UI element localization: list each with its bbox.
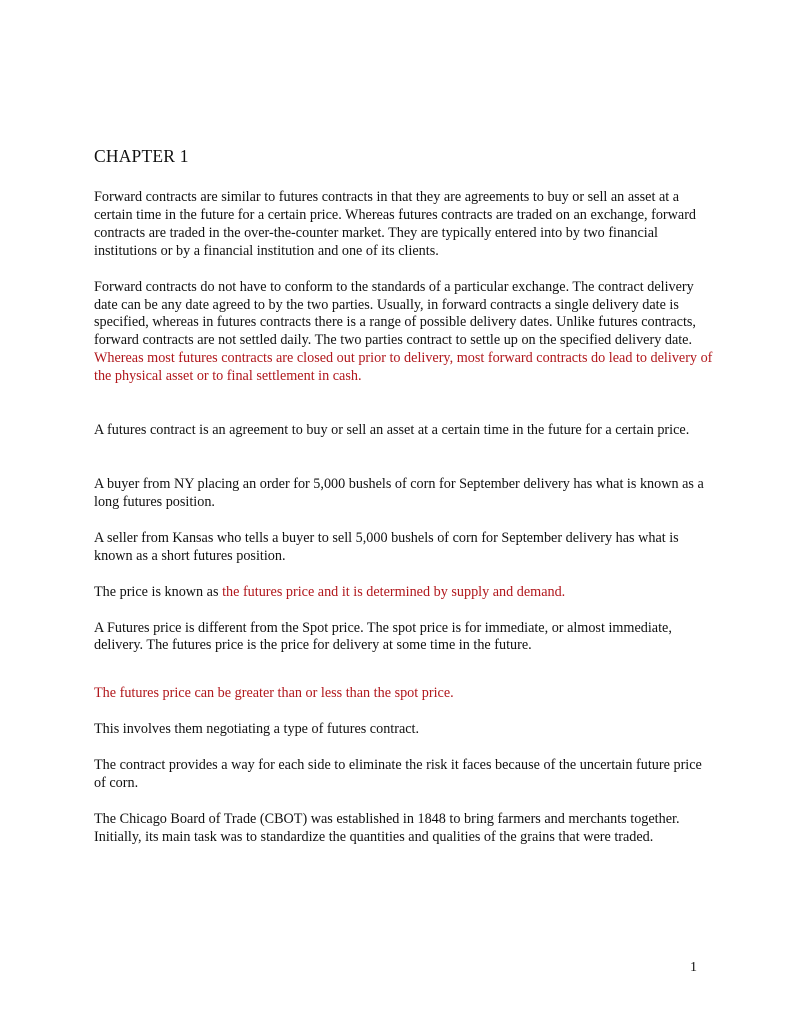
paragraph-futures-price bbox=[94, 584, 714, 602]
paragraph-negotiation bbox=[94, 721, 714, 739]
paragraph-risk-elimination bbox=[94, 757, 714, 793]
paragraph-text: The price is known as bbox=[94, 583, 223, 600]
highlighted-text: the futures price and it is determined by supply and demand. bbox=[222, 583, 566, 600]
paragraph-cbot-history bbox=[94, 811, 714, 847]
paragraph-short-position bbox=[94, 530, 714, 566]
paragraph-text: Forward contracts do not have to conform to the standards of a particular exchange. The contract delivery date can be any date agreed to by the two parties. Usually, in forward contracts a single delivery date is specified, whereas in futures contracts there is a range of possible delivery dates. Unlike futures contracts, forward contracts are not settled daily. The two parties contract to settle up on the specified delivery date. bbox=[94, 278, 696, 349]
highlighted-text: The futures price can be greater than or less than the spot price. bbox=[94, 685, 454, 702]
chapter-title: CHAPTER 1 bbox=[94, 146, 189, 166]
paragraph-text: The Chicago Board of Trade (CBOT) was established in 1848 to bring farmers and merchants together. Initially, its main task was to standardize the quantities and qualities of the grains that were traded. bbox=[94, 810, 680, 845]
paragraph-price-comparison bbox=[94, 685, 714, 703]
paragraph-forward-contracts-intro bbox=[94, 189, 714, 261]
page-number: 1 bbox=[690, 960, 697, 975]
paragraph-text: A buyer from NY placing an order for 5,000 bushels of corn for September delivery has what is known as a long futures position. bbox=[94, 475, 704, 510]
paragraph-spot-price bbox=[94, 620, 714, 656]
paragraph-futures-definition bbox=[94, 422, 714, 440]
paragraph-forward-contracts-standards bbox=[94, 279, 714, 386]
paragraph-text: Forward contracts are similar to futures contracts in that they are agreements to buy or sell an asset at a certain time in the future for a certain price. Whereas futures contracts are traded on an exchange, forward contracts are traded in the over-the-counter market. They are typically entered into by two financial institutions or by a financial institution and one of its clients. bbox=[94, 189, 697, 259]
paragraph-long-position bbox=[94, 476, 714, 512]
paragraph-text: This involves them negotiating a type of futures contract. bbox=[94, 721, 420, 738]
paragraph-text: A futures contract is an agreement to buy or sell an asset at a certain time in the future for a certain price. bbox=[94, 422, 690, 439]
paragraph-text: A seller from Kansas who tells a buyer to sell 5,000 bushels of corn for September delivery has what is known as a short futures position. bbox=[94, 529, 679, 564]
highlighted-text: Whereas most futures contracts are closed out prior to delivery, most forward contracts do lead to delivery of the physical asset or to final settlement in cash. bbox=[94, 350, 713, 385]
paragraph-text: A Futures price is different from the Spot price. The spot price is for immediate, or almost immediate, delivery. The futures price is the price for delivery at some time in the future. bbox=[94, 619, 672, 654]
page-content bbox=[94, 146, 714, 847]
paragraph-text: The contract provides a way for each side to eliminate the risk it faces because of the uncertain future price of corn. bbox=[94, 757, 702, 792]
